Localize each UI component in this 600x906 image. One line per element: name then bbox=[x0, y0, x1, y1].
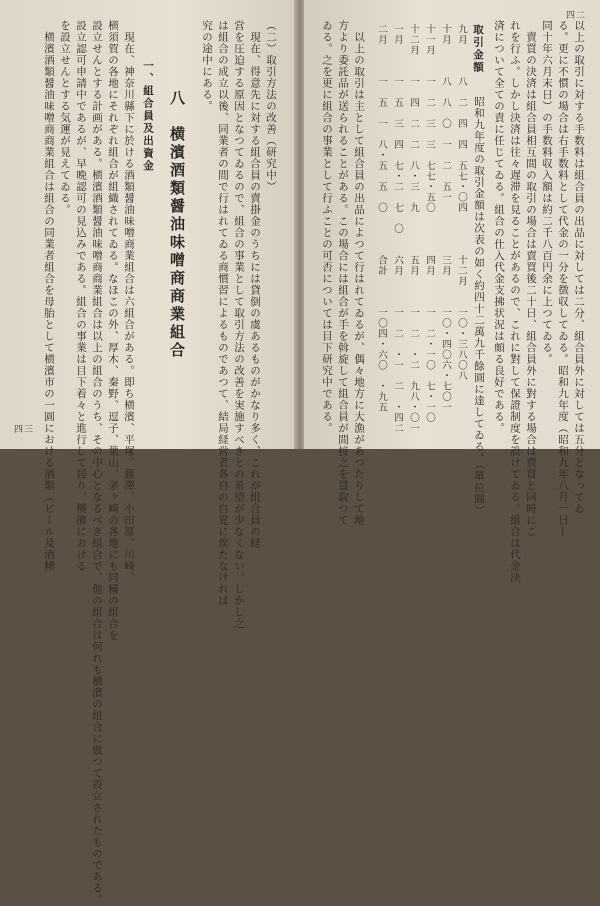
table-row: 十一月 一 二 三 三 七七・五〇 四月 一 二・一〇 七・一〇 bbox=[424, 24, 435, 423]
right-text-line: れを行ふ。しかし決済は往々遅滞を見ることがあるので、これに對して保證制度を設けてゐる。組合は代金決 bbox=[509, 20, 521, 584]
left-page-number: 四三 bbox=[14, 425, 35, 435]
table-row: 九月 八 二 四 四 五七・〇四 十二月 一〇・三八〇八 bbox=[456, 24, 467, 381]
chapter-heading: 八 横濱酒類醤油味噌商商業組合 bbox=[168, 90, 186, 360]
right-text-line: 方より委託品が送られることがある。この場合には組合が手を斡旋して組合員が間接之を買取つて bbox=[337, 20, 349, 526]
right-text-line: 以上の取引は主として組合員の出品によつて行はれてゐるが、偶々地方に大漁があつたりして地 bbox=[353, 20, 365, 526]
left-text-line: は組合の成立以後、同業者の間で行はれてゐる商慣習によるものであつて、結局経営者各自の自覚に俟たなければ bbox=[217, 20, 229, 607]
left-text-line: 設立認可申請中であるが、早晩認可の見込みである。組合の事業は目下着々と進行して居り、横濱における bbox=[75, 20, 87, 572]
table-row: 二月 一 五 一 八・五 五 〇 合計 一〇四・六〇 ・九五 bbox=[376, 24, 387, 413]
right-text-line: 以上の取引に対する手数料は組合員の出品に対しては二分、組合員外に対しては五分となってゐ bbox=[573, 20, 585, 515]
right-text-line: ゐる。之を更に組合の事業として行ふことの可否については目下研究中である。 bbox=[321, 20, 333, 434]
table-row: 一月 一 五 三 四 七・二 七 〇 六月 一 二 ・一 二 ・四二 bbox=[392, 24, 403, 434]
left-text-line: 横濱酒類醤油味噌商商業組合は組合の同業者組合を母胎として横濱市の一圓における酒類（ビール及酒精 bbox=[43, 20, 55, 572]
left-page bbox=[0, 0, 296, 906]
right-text-line: 同十年六月末日）の手数料収入額は約二千八百円余に上つてゐる。 bbox=[541, 20, 553, 365]
left-section-subheading: （二）取引方法の改善（研究中） bbox=[265, 20, 277, 193]
left-text-line: 設立せんとする計画がある。横濱酒類醤油味噌商商業組合は以上の組合のうち、その中心となるべき組合で、他の組合は何れも横濱の組合に倣つて設立されたものである。 bbox=[91, 20, 103, 906]
section-heading: 一、組合員及出資金 bbox=[142, 60, 154, 173]
table-heading: 取引金額 bbox=[472, 24, 484, 74]
left-text-line: 究の途中にある。 bbox=[201, 20, 213, 112]
table-row: 十月 八 八 〇 一 二 五一 三月 一〇・四〇六・七〇一 bbox=[440, 24, 451, 413]
left-text-line: 営を圧迫する原因となつてゐるので、組合の事業として取引方法の改善を実施すべきとの希望が少なくない。しかし之 bbox=[233, 20, 245, 630]
right-text-line: 済について全ての責に任じてゐる。組合の仕入代金支拂状況は頗る良好である。 bbox=[493, 20, 505, 434]
left-text-line: 現在、神奈川縣下に於ける酒類醤油味噌商業組合は六組合がある。即ち横濱、平塚、藤澤、小田原、川崎、 bbox=[123, 20, 135, 584]
right-page-number: 四二 bbox=[565, 11, 586, 21]
right-page bbox=[304, 0, 600, 584]
right-text-line: 賣買の決済は組合員相互間の取引の場合は賣買後二十日、組合員外に對する場合は賣買と同時にこ bbox=[525, 20, 537, 538]
right-text-line: る。更に不慣の場合は右手数料として代金の一分を徴収してゐる。昭和九年度（昭和九年八月一日― bbox=[557, 20, 569, 538]
left-text-line: を設立せんとする気運が見えてゐる。 bbox=[59, 20, 71, 216]
left-text-line: 現在、得意先に対する組合員の賣掛金のうちには貸倒の虞あるものがかなり多く、これが組合員の経 bbox=[249, 20, 261, 549]
left-text-line: 横須賀の各地にそれぞれ組合が組織されてゐる。なほこの外、厚木、秦野、逗子、葉山、茅ヶ崎の各地にも同種の組合を bbox=[107, 20, 119, 641]
table-row: 十二月 一 四 二 二 八・三 九 五月 一 二 ・二 九八・〇一 bbox=[408, 24, 419, 434]
table-intro: 昭和九年度の取引金額は次表の如く約四十二萬九千餘圓に達してゐる。（單位圓） bbox=[473, 96, 485, 517]
